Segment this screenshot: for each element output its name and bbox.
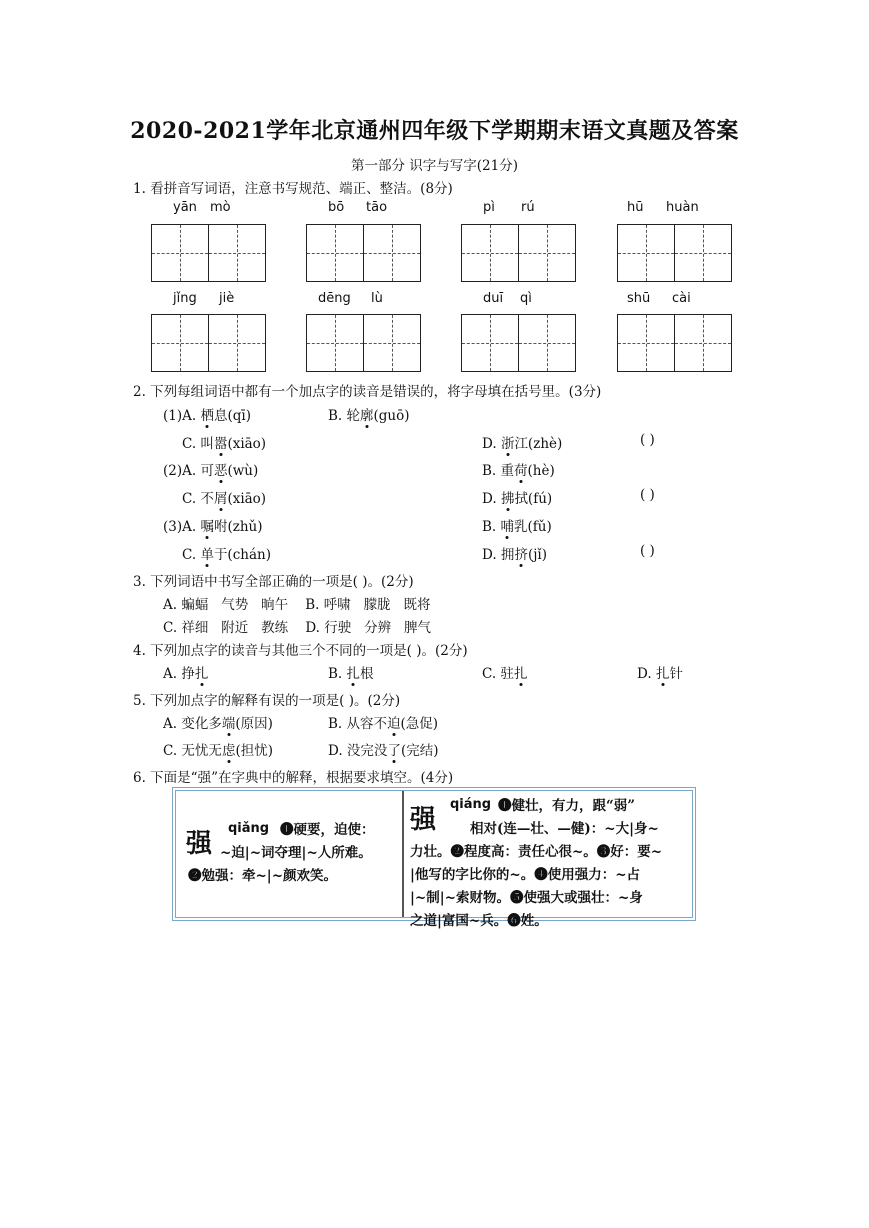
document-title: 2020-2021学年北京通州四年级下学期期末语文真题及答案 [130,118,739,144]
writing-box[interactable] [617,314,732,372]
writing-box[interactable] [151,314,266,372]
pinyin: rú [521,200,535,215]
entry-definition-line: 力壮。❷程度高：责任心很~。❸好：要~ [410,844,663,860]
entry-definition-line: |~制|~索财物。❺使强大或强壮：~身 [410,890,643,906]
writing-box[interactable] [461,314,576,372]
q5-option-c: C. 无忧无虑(担忧) [163,739,273,759]
q2-g2-option-b: B. 重荷(hè) [482,459,555,479]
q4-option-c: C. 驻扎 [482,662,527,682]
q6-prompt: 6. 下面是“强”在字典中的解释，根据要求填空。(4分) [133,770,454,786]
q3-options-row1: A. 蝙蝠 气势 晌午 B. 呼啸 朦胧 既将 [163,597,431,613]
q2-g2-option-c: C. 不屑(xiāo) [182,487,266,507]
entry-definition-line: ❶健壮，有力，跟“弱” [498,798,636,814]
q2-g2-option-d: D. 拂拭(fú) [482,487,552,507]
writing-box[interactable] [306,224,421,282]
entry-definition-line: ❶硬要，迫使： [280,822,375,838]
pinyin: mò [210,200,231,215]
pinyin: qì [520,291,532,306]
q2-g2-option-a: (2)A. 可恶(wù) [163,459,258,479]
answer-blank[interactable]: ( ) [640,432,655,448]
writing-box[interactable] [306,314,421,372]
q4-prompt: 4. 下列加点字的读音与其他三个不同的一项是( )。(2分) [133,643,468,659]
dictionary-entry-qiang3 [176,791,404,917]
q2-prompt: 2. 下列每组词语中都有一个加点字的读音是错误的，将字母填在括号里。(3分) [133,384,602,400]
pinyin: tāo [366,200,388,215]
pinyin: pì [483,200,495,215]
answer-blank[interactable]: ( ) [640,543,655,559]
writing-box[interactable] [461,224,576,282]
entry-definition-line: ❷勉强：牵~|~颜欢笑。 [188,868,338,884]
dictionary-entry-box [172,787,696,929]
pinyin: duī [483,291,504,306]
pinyin: jǐng [173,291,197,306]
pinyin: bō [328,200,345,215]
pinyin: jiè [219,291,235,306]
entry-character: 强 [410,805,437,835]
q2-g3-option-c: C. 单于(chán) [182,543,271,563]
q2-g3-option-d: D. 拥挤(jǐ) [482,543,547,563]
q4-option-a: A. 挣扎 [163,662,208,682]
q2-g1-option-c: C. 叫嚣(xiāo) [182,432,266,452]
q5-option-d: D. 没完没了(完结) [328,739,438,759]
q2-g1-option-a: (1)A. 栖息(qī) [163,404,251,424]
q4-option-b: B. 扎根 [328,662,374,682]
q2-g1-option-d: D. 浙江(zhè) [482,432,562,452]
entry-definition-line: 之道|富国~兵。❻姓。 [410,913,548,929]
entry-pinyin: qiáng [450,797,492,812]
q3-options-row2: C. 祥细 附近 教练 D. 行驶 分辨 脾气 [163,620,432,636]
pinyin: dēng [318,291,351,306]
writing-box[interactable] [617,224,732,282]
q2-g3-option-b: B. 哺乳(fǔ) [482,515,552,535]
part-title: 第一部分 识字与写字(21分) [350,158,518,174]
q3-prompt: 3. 下列词语中书写全部正确的一项是( )。(2分) [133,574,414,590]
answer-blank[interactable]: ( ) [640,487,655,503]
pinyin: lù [371,291,383,306]
entry-pinyin: qiǎng [228,821,270,836]
q4-option-d: D. 扎针 [637,662,683,682]
entry-definition-line: 相对(连—壮、—健)：~大|身~ [470,821,659,837]
pinyin: yān [173,200,197,215]
q1-prompt: 1. 看拼音写词语，注意书写规范、端正、整洁。(8分) [133,181,453,197]
q2-g1-option-b: B. 轮廓(guō) [328,404,410,424]
pinyin: huàn [666,200,699,215]
pinyin: hū [627,200,644,215]
writing-box[interactable] [151,224,266,282]
entry-character: 强 [186,829,213,859]
pinyin: cài [672,291,691,306]
q5-option-a: A. 变化多端(原因) [163,712,273,732]
q5-prompt: 5. 下列加点字的解释有误的一项是( )。(2分) [133,693,401,709]
entry-definition-line: |他写的字比你的~。❹使用强力：~占 [410,867,641,883]
pinyin: shū [627,291,651,306]
entry-definition-line: ~迫|~词夺理|~人所难。 [220,845,372,861]
q5-option-b: B. 从容不迫(急促) [328,712,438,732]
q2-g3-option-a: (3)A. 嘱咐(zhǔ) [163,515,263,535]
